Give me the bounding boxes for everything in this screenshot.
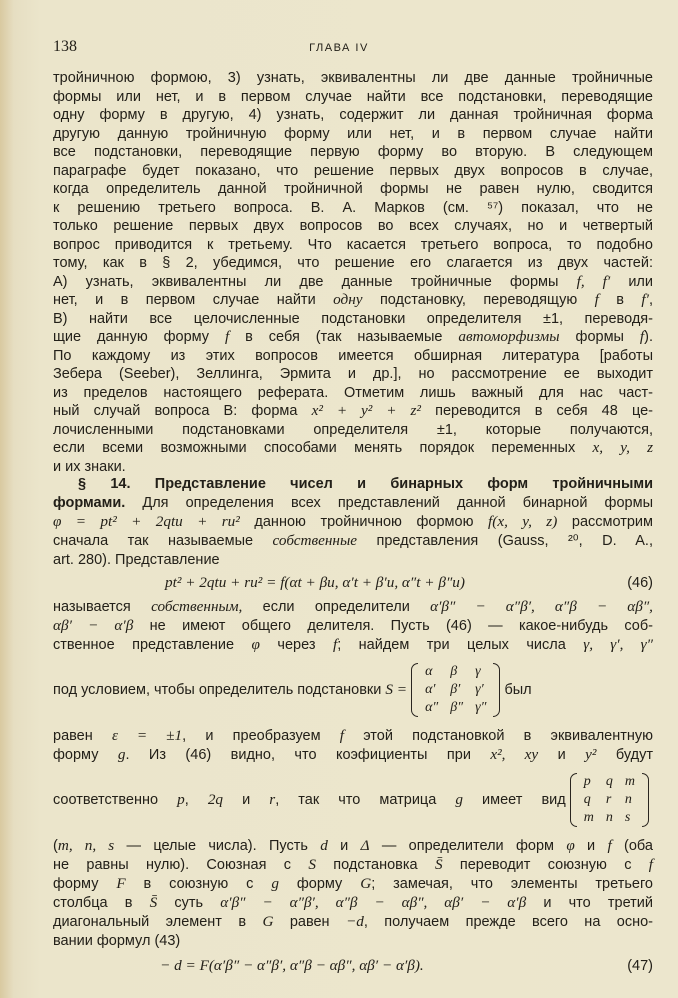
math-expression: автоморфизмы bbox=[458, 328, 560, 345]
text-segment: ственное представление bbox=[53, 637, 252, 653]
text-segment: — определители форм bbox=[369, 838, 567, 854]
text-segment: или bbox=[610, 273, 653, 290]
math-expression: φ bbox=[251, 636, 260, 653]
text-segment: щие данную форму bbox=[53, 329, 225, 345]
math-expression: f(x, y, z) bbox=[488, 513, 558, 530]
matrix-entry: q bbox=[605, 774, 613, 789]
math-expression: G bbox=[262, 913, 274, 930]
text-line bbox=[53, 291, 653, 309]
text-segment: и bbox=[327, 838, 361, 854]
text-segment: будут bbox=[596, 747, 654, 763]
text-segment: через bbox=[259, 637, 333, 653]
text-segment: соответственно bbox=[53, 791, 178, 808]
matrix-entry: p bbox=[583, 774, 591, 789]
matrix-entry: n bbox=[605, 810, 613, 825]
math-expression: f bbox=[339, 727, 345, 744]
text-segment: переводится в себя 48 це- bbox=[420, 403, 653, 419]
text-segment: когда определитель данной тройничной формы не равен нулю, сводится bbox=[53, 181, 653, 197]
text-segment: art. 280). Представление bbox=[53, 552, 220, 568]
text-segment: и что третий bbox=[526, 895, 653, 911]
text-segment: имеет вид bbox=[462, 791, 566, 808]
matrix-entry: s bbox=[624, 810, 631, 825]
text-segment: и bbox=[223, 791, 270, 808]
text-segment: и их знаки. bbox=[53, 458, 126, 475]
matrix-entry: γ″ bbox=[475, 700, 487, 715]
matrix-entry: r bbox=[605, 792, 612, 807]
text-line bbox=[53, 727, 653, 745]
text-segment: , bbox=[184, 791, 208, 808]
math-expression: ε = ±1 bbox=[111, 727, 183, 744]
text-line bbox=[53, 273, 653, 291]
text-line bbox=[53, 494, 653, 512]
text-segment: равен bbox=[273, 914, 346, 930]
math-expression: f, f′ bbox=[576, 272, 611, 290]
text-line bbox=[53, 421, 653, 439]
text-line bbox=[53, 347, 653, 365]
math-expression: α′β″ − α″β′, α″β − αβ″, bbox=[430, 598, 653, 615]
math-expression: x², xy bbox=[490, 746, 539, 763]
matrix-entry: m bbox=[583, 810, 594, 825]
text-segment: форму bbox=[278, 876, 361, 892]
text-line bbox=[53, 365, 653, 383]
matrix bbox=[570, 773, 649, 827]
text-segment: называется bbox=[53, 599, 152, 615]
text-segment: , так что матрица bbox=[275, 791, 456, 808]
text-segment: (оба bbox=[611, 838, 653, 854]
text-segment: к решению третьего вопроса. В. А. Марков (см. ⁵⁷) показал, что не bbox=[53, 199, 653, 216]
matrix-entry: γ′ bbox=[475, 682, 484, 697]
math-expression: φ bbox=[566, 837, 575, 854]
matrix-entry: q bbox=[583, 792, 591, 807]
text-line bbox=[53, 328, 653, 346]
text-segment: , и преобразуем bbox=[182, 728, 340, 744]
text-segment: параграфе будет показано, что решение первых двух вопросов в случае, bbox=[53, 162, 653, 179]
text-line bbox=[53, 663, 653, 717]
text-segment: Зебера (Seeber), Зеллинга, Эрмита и др.], но рассмотрение ее выходит bbox=[53, 366, 653, 382]
text-segment: в союзную с bbox=[125, 876, 272, 892]
text-line bbox=[53, 458, 653, 476]
math-expression: r bbox=[269, 790, 276, 808]
text-segment: тому, как в § 2, убедимся, что решение его слагается из двух частей: bbox=[53, 255, 653, 271]
math-expression: φ = pt² + 2qtu + ru² bbox=[53, 513, 240, 530]
text-segment: из пределов настоящего реферата. Отметим лишь важный для нас част- bbox=[53, 384, 653, 401]
text-segment: этой подстановкой в эквивалентную bbox=[344, 728, 654, 744]
text-line bbox=[53, 384, 653, 402]
equation-number: (46) bbox=[627, 575, 653, 591]
math-expression: m, n, s bbox=[57, 837, 115, 854]
text-segment: — целые числа). Пусть bbox=[114, 838, 321, 854]
text-segment: был bbox=[504, 681, 532, 698]
text-segment: форму bbox=[53, 876, 117, 892]
matrix-entry: α″ bbox=[425, 700, 439, 715]
math-expression: g bbox=[455, 790, 463, 808]
math-expression: собственные bbox=[272, 532, 358, 549]
text-line bbox=[53, 894, 653, 912]
text-line bbox=[53, 143, 653, 161]
math-expression: f bbox=[607, 837, 612, 854]
text-line bbox=[53, 636, 653, 654]
text-segment: в себя (так называемые bbox=[229, 329, 459, 345]
text-segment: если определители bbox=[242, 599, 431, 615]
text-line bbox=[53, 180, 653, 198]
text-segment: сначала так называемые bbox=[53, 533, 273, 549]
bold-text: § 14. Представление чисел и бинарных форм тройничными bbox=[78, 476, 653, 492]
text-line bbox=[53, 254, 653, 272]
text-segment: равен bbox=[53, 728, 112, 744]
text-segment: в bbox=[598, 292, 642, 308]
math-expression: x² + y² + z² bbox=[311, 402, 421, 419]
text-segment: другую данную тройничную форму или нет, и в первом случае найти bbox=[53, 125, 653, 142]
text-segment: ). bbox=[644, 329, 653, 345]
math-expression: F bbox=[116, 875, 126, 892]
math-expression: f′ bbox=[641, 291, 649, 308]
math-expression: одну bbox=[333, 291, 363, 308]
text-line bbox=[53, 402, 653, 420]
math-expression: 2q bbox=[207, 790, 224, 808]
text-line bbox=[53, 617, 653, 635]
equation-line bbox=[165, 574, 653, 592]
matrix-entry: β″ bbox=[450, 700, 464, 715]
text-line bbox=[53, 439, 653, 457]
equation-line bbox=[160, 957, 653, 975]
math-expression: g bbox=[117, 746, 126, 763]
math-expression: f bbox=[594, 291, 599, 308]
math-expression: S bbox=[308, 856, 316, 873]
text-line bbox=[53, 236, 653, 254]
text-segment: столбца в bbox=[53, 895, 150, 911]
text-segment: тройничною формою, 3) узнать, эквивалентны ли две данные тройничные bbox=[53, 70, 653, 86]
text-line bbox=[53, 551, 653, 569]
matrix-entry: γ bbox=[475, 664, 481, 679]
text-segment: формы bbox=[559, 329, 640, 345]
math-expression: g bbox=[271, 875, 279, 892]
math-expression: p bbox=[177, 790, 185, 808]
text-line bbox=[53, 106, 653, 124]
text-segment: под условием, чтобы определитель подстановки bbox=[53, 681, 386, 698]
text-segment: А) узнать, эквивалентны ли две данные тройничные формы bbox=[53, 273, 577, 290]
text-segment: ный случай вопроса В: форма bbox=[53, 403, 312, 419]
math-expression: x, y, z bbox=[592, 439, 654, 456]
math-expression: α′β″ − α″β′, α″β − αβ″, αβ′ − α′β bbox=[220, 894, 527, 911]
equation-number: (47) bbox=[627, 958, 653, 974]
text-segment: В) найти все целочисленные подстановки определителя ±1, переводя- bbox=[53, 310, 653, 327]
running-head: ГЛАВА IV bbox=[309, 42, 369, 54]
text-segment: все подстановки, переводящие первую форму во вторую. В следующем bbox=[53, 144, 653, 160]
text-segment: , получаем прежде всего на осно- bbox=[363, 914, 653, 930]
matrix-entry: β′ bbox=[450, 682, 461, 697]
text-segment: , bbox=[648, 292, 654, 308]
text-segment: форму bbox=[53, 747, 118, 763]
text-line bbox=[53, 837, 653, 855]
matrix-entry: α′ bbox=[425, 682, 436, 697]
text-segment: подстановка bbox=[315, 857, 435, 873]
text-line bbox=[53, 913, 653, 931]
matrix-entry: m bbox=[624, 774, 635, 789]
text-segment: формы или нет, и в первом случае найти все подстановки, переводящие bbox=[53, 88, 653, 105]
text-segment: нет, и в первом случае найти bbox=[53, 292, 334, 308]
text-segment: рассмотрим bbox=[557, 514, 653, 530]
text-segment: и bbox=[538, 747, 586, 763]
math-expression: pt² + 2qtu + ru² = f(αt + βu, α′t + β′u, α″t + β″u) bbox=[165, 574, 465, 591]
text-line bbox=[53, 875, 653, 893]
text-segment: Для определения всех представлений данной бинарной формы bbox=[125, 495, 653, 511]
text-segment: не равны нулю). Союзная с bbox=[53, 857, 309, 873]
text-segment: вопрос приводится к третьему. Что касается третьего вопроса, то подобно bbox=[53, 236, 653, 253]
text-line bbox=[53, 69, 653, 87]
text-segment: По каждому из этих вопросов имеется обширная литература [работы bbox=[53, 347, 653, 364]
math-expression: − d = F(α′β″ − α″β′, α″β − αβ″, αβ′ − α′β). bbox=[160, 957, 424, 974]
text-segment: представления (Gauss, ²⁰, D. A., bbox=[357, 533, 653, 549]
math-expression: f bbox=[639, 328, 645, 345]
text-segment: . Из (46) видно, что коэфициенты при bbox=[125, 747, 491, 763]
text-segment: ( bbox=[53, 838, 58, 854]
matrix bbox=[411, 663, 500, 717]
matrix-entry: β bbox=[450, 664, 458, 679]
text-line bbox=[53, 162, 653, 180]
page-number: 138 bbox=[53, 38, 77, 55]
math-expression: y² bbox=[585, 746, 597, 763]
text-line bbox=[53, 746, 653, 764]
math-expression: Δ bbox=[360, 837, 370, 854]
text-line bbox=[53, 125, 653, 143]
text-segment: не имеют общего делителя. Пусть (46) — какое-нибудь соб- bbox=[133, 618, 653, 634]
text-segment: если всеми возможными способами менять порядок переменных bbox=[53, 440, 593, 456]
math-expression: γ, γ′, γ″ bbox=[583, 636, 653, 653]
math-expression: S = bbox=[385, 680, 408, 698]
text-line bbox=[53, 856, 653, 874]
math-expression: −d bbox=[345, 913, 364, 930]
text-line bbox=[53, 598, 653, 616]
text-line bbox=[53, 532, 653, 550]
text-segment: одну форму в другую, 4) узнать, содержит ли данная тройничная форма bbox=[53, 107, 653, 123]
math-expression: αβ′ − α′β bbox=[53, 617, 134, 634]
text-segment: переводит союзную с bbox=[442, 857, 649, 873]
section-heading bbox=[78, 475, 653, 493]
math-expression: S̄ bbox=[434, 856, 443, 873]
text-line bbox=[53, 310, 653, 328]
bold-text: формами. bbox=[53, 495, 126, 511]
matrix-entry: n bbox=[624, 792, 632, 807]
text-line bbox=[53, 88, 653, 106]
math-expression: d bbox=[320, 837, 328, 854]
math-expression: G bbox=[360, 875, 372, 892]
text-segment: вании формул (43) bbox=[53, 933, 181, 949]
text-line bbox=[53, 217, 653, 235]
math-expression: собственным, bbox=[151, 598, 243, 615]
text-line bbox=[53, 773, 653, 827]
math-expression: f bbox=[648, 856, 654, 873]
matrix-entry: α bbox=[425, 664, 433, 679]
text-line bbox=[53, 199, 653, 217]
math-expression: f bbox=[332, 636, 338, 653]
math-expression: f bbox=[225, 328, 230, 345]
text-line bbox=[53, 513, 653, 531]
text-segment: лочисленными подстановками определителя ±1, которые получаются, bbox=[53, 421, 653, 438]
math-expression: S̄ bbox=[149, 894, 158, 911]
text-segment: подстановку, переводящую bbox=[362, 292, 595, 308]
text-line bbox=[53, 932, 653, 950]
text-segment: данною тройничною формою bbox=[239, 514, 489, 530]
text-segment: ; замечая, что элементы третьего bbox=[371, 876, 653, 892]
text-segment: диагональный элемент в bbox=[53, 914, 263, 930]
text-segment: только решение первых двух вопросов во всех случаях, но и четвертый bbox=[53, 218, 653, 234]
text-segment: суть bbox=[157, 895, 221, 911]
text-segment: и bbox=[574, 838, 608, 854]
text-segment: ; найдем три целых числа bbox=[337, 637, 584, 653]
